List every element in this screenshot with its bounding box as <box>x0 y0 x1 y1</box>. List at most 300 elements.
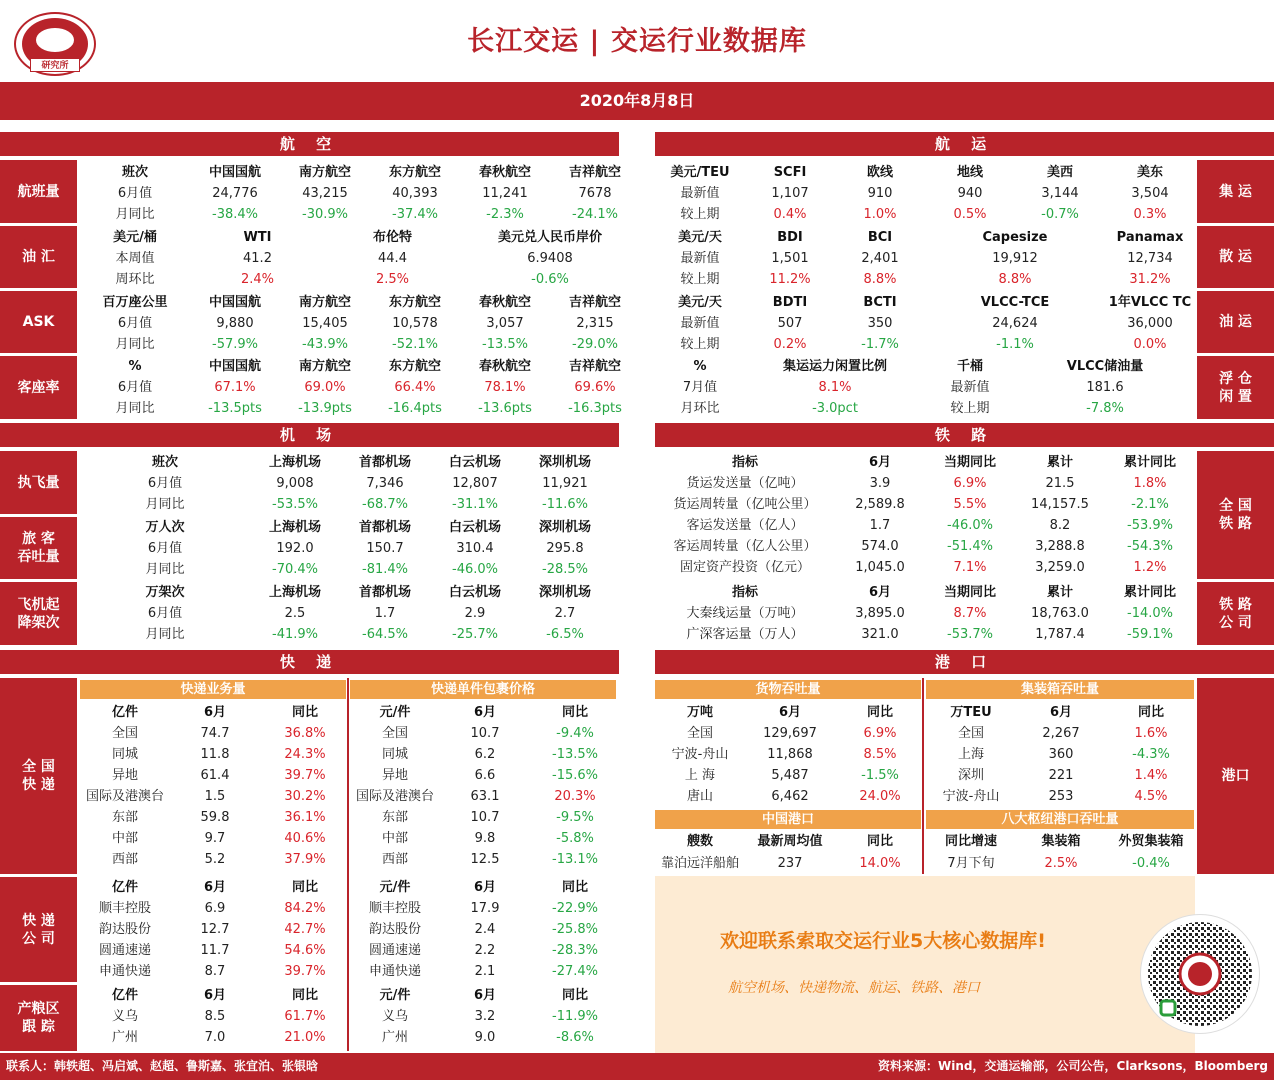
table-cell: 2.7 <box>554 606 576 621</box>
table-cell: 0.0% <box>1133 337 1167 352</box>
table-cell: 1.4% <box>1134 768 1168 783</box>
table-cell: 30.2% <box>284 789 326 804</box>
table-cell: 2.4% <box>240 272 275 287</box>
table-cell: 9,008 <box>276 476 314 491</box>
table-cell: 5.5% <box>953 497 987 512</box>
column-header: 班次 <box>151 455 178 470</box>
table-cell: 150.7 <box>366 541 404 556</box>
table-cell: 54.6% <box>284 943 326 958</box>
table-row <box>655 853 925 875</box>
row-label: 6月值 <box>117 380 153 395</box>
table-cell: 36,000 <box>1127 316 1173 331</box>
column-header: Capesize <box>982 230 1048 245</box>
table-cell: -1.7% <box>861 337 899 352</box>
table-row <box>655 204 1195 225</box>
table-cell: 253 <box>1048 789 1074 804</box>
row-label: 东部 <box>111 810 138 825</box>
row-label: 中部 <box>111 831 138 846</box>
column-header: 同比 <box>291 880 318 895</box>
table-cell: 910 <box>867 186 893 201</box>
table-row <box>80 494 610 515</box>
date-banner: 2020年8月8日 <box>0 82 1274 120</box>
column-header: 白云机场 <box>448 455 501 470</box>
subheader-cargo-throughput: 货物吞吐量 <box>655 680 921 699</box>
table-cell: 1.2% <box>1133 560 1167 575</box>
table-cell: 1,787.4 <box>1035 627 1085 642</box>
column-header: 万人次 <box>145 520 185 535</box>
section-rail: 铁 路 <box>655 423 1274 447</box>
table-cell: 12,734 <box>1127 251 1173 266</box>
table-cell: 3,259.0 <box>1035 560 1085 575</box>
table-cell: 41.2 <box>243 251 272 266</box>
table-cell: 6.9408 <box>527 251 573 266</box>
footer <box>0 1053 1274 1080</box>
table-row <box>655 334 1195 355</box>
table-cell: -46.0% <box>947 518 993 533</box>
table-header-row <box>655 227 1195 248</box>
table-row <box>350 940 620 961</box>
column-header: 美元/桶 <box>113 230 157 245</box>
promo-title: 欢迎联系索取交运行业5大核心数据库! <box>720 930 1046 952</box>
column-header: 6月 <box>473 880 497 895</box>
table-cell: 237 <box>777 856 803 871</box>
row-label: 义乌 <box>111 1009 138 1024</box>
table-row <box>350 765 620 786</box>
column-header: 6月 <box>203 988 227 1003</box>
row-label: 月同比 <box>115 207 155 222</box>
column-header: 布伦特 <box>372 230 412 245</box>
row-label: 6月值 <box>117 316 153 331</box>
table-cell: 1.0% <box>863 207 897 222</box>
row-label: 国际及港澳台 <box>85 789 164 804</box>
promo-panel <box>655 876 1195 1053</box>
table-cell: 69.6% <box>574 380 616 395</box>
column-header: 万架次 <box>145 585 185 600</box>
table-cell: 2.5% <box>375 272 410 287</box>
table-cell: -7.8% <box>1086 401 1124 416</box>
table-cell: -53.7% <box>947 627 993 642</box>
table-row <box>80 1027 350 1048</box>
row-label: 圆通速递 <box>98 943 151 958</box>
subheader-container-throughput: 集装箱吞吐量 <box>926 680 1194 699</box>
subheader-china-ports: 中国港口 <box>655 810 921 829</box>
table-row <box>655 515 1195 536</box>
column-header: 白云机场 <box>448 520 501 535</box>
table-row <box>350 849 620 870</box>
column-header: BCTI <box>863 295 897 310</box>
table-row <box>80 723 350 744</box>
table-cell: 14,157.5 <box>1031 497 1089 512</box>
table-row <box>655 744 925 765</box>
table-cell: 1.5 <box>204 789 226 804</box>
column-header: 深圳机场 <box>538 585 591 600</box>
table-row <box>655 723 925 744</box>
table-cell: 1.8% <box>1133 476 1167 491</box>
row-label: 广深客运量（万人） <box>686 627 804 642</box>
column-header: 春秋航空 <box>478 359 531 374</box>
row-label: 货运周转量（亿吨公里） <box>673 497 817 512</box>
table-cell: -0.4% <box>1132 856 1170 871</box>
table-row <box>80 624 610 645</box>
table-cell: 0.3% <box>1133 207 1167 222</box>
table-header-row <box>655 702 925 723</box>
table-row <box>926 786 1196 807</box>
table-cell: -0.6% <box>531 272 569 287</box>
row-label: 韵达股份 <box>368 922 421 937</box>
table-row <box>655 377 925 398</box>
table-row <box>655 536 1195 557</box>
row-label: 月环比 <box>680 401 720 416</box>
side-label-floating: 浮 仓 闲 置 <box>1197 356 1274 419</box>
column-header: 同比 <box>1137 705 1164 720</box>
row-label: 月同比 <box>145 497 185 512</box>
table-row <box>80 849 350 870</box>
table-row <box>80 898 350 919</box>
table-row <box>925 398 1195 419</box>
column-header: 中国国航 <box>208 165 261 180</box>
table-row <box>350 786 620 807</box>
table-cell: -13.5% <box>482 337 528 352</box>
table-cell: 7,346 <box>366 476 404 491</box>
table-cell: -29.0% <box>572 337 618 352</box>
table-cell: 8.2 <box>1049 518 1071 533</box>
table-row <box>926 744 1196 765</box>
table-cell: 8.5% <box>863 747 897 762</box>
column-header: 6月 <box>203 705 227 720</box>
table-cell: 8.5 <box>204 1009 226 1024</box>
column-header: 吉祥航空 <box>568 295 621 310</box>
table-row <box>655 557 1195 578</box>
table-header-row <box>80 582 610 603</box>
logo <box>14 12 96 76</box>
table-cell: 2.9 <box>464 606 486 621</box>
table-cell: 12.7 <box>200 922 230 937</box>
row-label: 6月值 <box>117 186 153 201</box>
table-row <box>80 603 610 624</box>
table-cell: 21.0% <box>284 1030 326 1045</box>
table-cell: 2.1 <box>474 964 496 979</box>
table-header-row <box>655 452 1195 473</box>
table-row <box>350 744 620 765</box>
row-label: 同城 <box>111 747 138 762</box>
row-label: 7月下旬 <box>947 856 995 871</box>
table-row <box>350 1006 620 1027</box>
column-header: VLCC储油量 <box>1066 359 1144 374</box>
row-label: 客运发送量（亿人） <box>686 518 804 533</box>
column-header: 白云机场 <box>448 585 501 600</box>
table-cell: 19,912 <box>992 251 1038 266</box>
column-header: % <box>128 359 142 374</box>
table-cell: 350 <box>867 316 893 331</box>
column-header: 当期同比 <box>943 455 996 470</box>
table-cell: -9.4% <box>556 726 594 741</box>
table-cell: -13.1% <box>552 852 598 867</box>
row-label: 广州 <box>381 1030 408 1045</box>
row-label: 较上期 <box>680 207 720 222</box>
table-cell: 2,401 <box>861 251 899 266</box>
column-header: 美元/天 <box>678 295 722 310</box>
table-cell: -38.4% <box>212 207 258 222</box>
table-cell: 43,215 <box>302 186 348 201</box>
column-header: 美元/天 <box>678 230 722 245</box>
table-row <box>80 183 640 204</box>
table-cell: 44.4 <box>378 251 407 266</box>
table-cell: 2.2 <box>474 943 496 958</box>
column-header: 百万座公里 <box>102 295 168 310</box>
side-label-container: 集 运 <box>1197 160 1274 223</box>
column-header: 上海机场 <box>268 455 321 470</box>
table-cell: -30.9% <box>302 207 348 222</box>
table-cell: -31.1% <box>452 497 498 512</box>
column-header: 南方航空 <box>298 165 351 180</box>
table-cell: 20.3% <box>554 789 596 804</box>
table-row <box>655 765 925 786</box>
side-label-tanker: 油 运 <box>1197 291 1274 353</box>
table-cell: 63.1 <box>470 789 500 804</box>
column-header: BDI <box>777 230 803 245</box>
table-cell: 24,776 <box>212 186 258 201</box>
table-row <box>350 723 620 744</box>
side-label-fuel: 油 汇 <box>0 226 77 288</box>
section-aviation: 航 空 <box>0 132 619 156</box>
section-airport: 机 场 <box>0 423 619 447</box>
row-label: 最新值 <box>680 186 720 201</box>
table-cell: 18,763.0 <box>1031 606 1089 621</box>
row-label: 上 海 <box>684 768 716 783</box>
table-cell: 67.1% <box>214 380 256 395</box>
row-label: 固定资产投资（亿元） <box>679 560 810 575</box>
row-label: 月同比 <box>145 562 185 577</box>
table-row <box>80 807 350 828</box>
table-cell: 69.0% <box>304 380 346 395</box>
table-row <box>350 807 620 828</box>
page-title: 长江交运 | 交运行业数据库 <box>467 26 807 57</box>
row-label: 货运发送量（亿吨） <box>686 476 804 491</box>
row-label: 月同比 <box>145 627 185 642</box>
row-label: 异地 <box>381 768 408 783</box>
row-label: 东部 <box>381 810 408 825</box>
table-header-row <box>655 356 925 377</box>
column-header: 亿件 <box>111 880 138 895</box>
row-label: 深圳 <box>957 768 984 783</box>
table-cell: 39.7% <box>284 768 326 783</box>
column-header: 同比 <box>866 705 893 720</box>
subheader-express-price: 快递单件包裹价格 <box>350 680 616 699</box>
subheader-express-volume: 快递业务量 <box>80 680 346 699</box>
table-cell: -2.3% <box>486 207 524 222</box>
table-cell: 8.8% <box>998 272 1032 287</box>
row-label: 7月值 <box>682 380 718 395</box>
table-cell: 1,501 <box>771 251 809 266</box>
table-cell: -5.8% <box>556 831 594 846</box>
table-cell: -2.1% <box>1131 497 1169 512</box>
table-cell: 6.2 <box>474 747 496 762</box>
row-label: 圆通速递 <box>368 943 421 958</box>
table-cell: 36.8% <box>284 726 326 741</box>
table-cell: 31.2% <box>1129 272 1171 287</box>
table-cell: 3.9 <box>869 476 891 491</box>
table-cell: -1.1% <box>996 337 1034 352</box>
row-label: 较上期 <box>680 337 720 352</box>
table-cell: -28.3% <box>552 943 598 958</box>
table-cell: -9.5% <box>556 810 594 825</box>
table-row <box>80 940 350 961</box>
section-express: 快 递 <box>0 650 619 674</box>
table-header-row <box>80 292 640 313</box>
table-cell: 10.7 <box>470 810 500 825</box>
column-header: 累计 <box>1046 585 1073 600</box>
table-cell: 181.6 <box>1086 380 1124 395</box>
table-cell: 129,697 <box>763 726 817 741</box>
table-cell: 3,144 <box>1041 186 1079 201</box>
side-label-aircraft-movements: 执飞量 <box>0 451 77 514</box>
table-cell: 7678 <box>578 186 612 201</box>
table-cell: 1.7 <box>869 518 891 533</box>
table-cell: -1.5% <box>861 768 899 783</box>
table-cell: 14.0% <box>859 856 901 871</box>
table-cell: -53.9% <box>1127 518 1173 533</box>
table-cell: -25.8% <box>552 922 598 937</box>
column-header: 6月 <box>473 988 497 1003</box>
side-label-load: 客座率 <box>0 356 77 419</box>
table-cell: 2,267 <box>1042 726 1080 741</box>
table-cell: 2.5% <box>1044 856 1078 871</box>
table-cell: 11,241 <box>482 186 528 201</box>
column-header: WTI <box>243 230 272 245</box>
table-cell: 5,487 <box>771 768 809 783</box>
side-label-bulk: 散 运 <box>1197 226 1274 288</box>
row-label: 本周值 <box>115 251 155 266</box>
table-row <box>655 398 925 419</box>
row-label: 中部 <box>381 831 408 846</box>
column-header: 中国国航 <box>208 295 261 310</box>
column-header: 东方航空 <box>388 165 441 180</box>
table-cell: 37.9% <box>284 852 326 867</box>
table-cell: 6.9 <box>204 901 226 916</box>
table-cell: 6,462 <box>771 789 809 804</box>
column-header: 6月 <box>473 705 497 720</box>
table-cell: 1,045.0 <box>855 560 905 575</box>
table-row <box>350 961 620 982</box>
qr-code[interactable] <box>1140 914 1260 1034</box>
table-header-row <box>80 985 350 1006</box>
column-header: 6月 <box>203 880 227 895</box>
table-header-row <box>80 517 610 538</box>
table-cell: 7.0 <box>204 1030 226 1045</box>
table-row <box>80 559 610 580</box>
table-cell: 3,288.8 <box>1035 539 1085 554</box>
table-header-row <box>655 582 1195 603</box>
row-label: 周环比 <box>115 272 155 287</box>
column-header: 春秋航空 <box>478 295 531 310</box>
table-cell: -59.1% <box>1127 627 1173 642</box>
table-cell: -57.9% <box>212 337 258 352</box>
table-cell: 36.1% <box>284 810 326 825</box>
column-header: 上海机场 <box>268 520 321 535</box>
table-cell: -25.7% <box>452 627 498 642</box>
column-header: 亿件 <box>111 705 138 720</box>
row-label: 上海 <box>957 747 984 762</box>
table-header-row <box>925 356 1195 377</box>
row-label: 顺丰控股 <box>368 901 421 916</box>
table-cell: -41.9% <box>272 627 318 642</box>
column-header: 上海机场 <box>268 585 321 600</box>
side-label-port: 港口 <box>1197 678 1274 874</box>
table-cell: -24.1% <box>572 207 618 222</box>
qr-code-icon <box>1141 915 1259 1033</box>
table-cell: 11.2% <box>769 272 811 287</box>
row-label: 义乌 <box>381 1009 408 1024</box>
table-cell: -13.5% <box>552 747 598 762</box>
row-label: 6月值 <box>147 541 183 556</box>
table-header-row <box>350 877 620 898</box>
table-cell: 5.2 <box>204 852 226 867</box>
table-cell: 40.6% <box>284 831 326 846</box>
row-label: 异地 <box>111 768 138 783</box>
row-label: 最新值 <box>680 316 720 331</box>
row-label: 较上期 <box>680 272 720 287</box>
column-header: 同比 <box>561 988 588 1003</box>
table-cell: 2.5 <box>284 606 306 621</box>
table-cell: -15.6% <box>552 768 598 783</box>
table-header-row <box>80 356 640 377</box>
table-cell: 24.0% <box>859 789 901 804</box>
row-label: 全国 <box>111 726 138 741</box>
table-cell: 61.4 <box>200 768 230 783</box>
table-header-row <box>350 985 620 1006</box>
table-cell: -70.4% <box>272 562 318 577</box>
table-row <box>80 538 610 559</box>
table-cell: -53.5% <box>272 497 318 512</box>
table-row <box>655 183 1195 204</box>
table-cell: 6.6 <box>474 768 496 783</box>
table-cell: -11.6% <box>542 497 588 512</box>
table-row <box>655 603 1195 624</box>
column-header: 美西 <box>1046 165 1073 180</box>
table-cell: 2,315 <box>576 316 614 331</box>
row-label: 较上期 <box>950 401 990 416</box>
table-header-row <box>655 831 925 853</box>
table-cell: -13.5pts <box>208 401 262 416</box>
column-header: 同比增速 <box>944 834 997 849</box>
table-cell: -68.7% <box>362 497 408 512</box>
row-label: 月同比 <box>115 337 155 352</box>
side-label-rail-company: 铁 路 公 司 <box>1197 582 1274 645</box>
table-row <box>80 744 350 765</box>
table-header-row <box>655 162 1195 183</box>
column-header: 同比 <box>291 988 318 1003</box>
table-cell: -43.9% <box>302 337 348 352</box>
column-header: 累计同比 <box>1123 455 1176 470</box>
table-cell: 3.2 <box>474 1009 496 1024</box>
logo-text: 研究所 <box>30 58 80 72</box>
subheader-hub-ports: 八大枢纽港口吞吐量 <box>926 810 1194 829</box>
table-row <box>655 248 1195 269</box>
table-header-row <box>80 452 610 473</box>
table-cell: 11,921 <box>542 476 588 491</box>
row-label: 客运周转量（亿人公里） <box>673 539 817 554</box>
table-cell: 12.5 <box>470 852 500 867</box>
table-cell: 74.7 <box>200 726 230 741</box>
table-cell: 8.1% <box>818 380 852 395</box>
row-label: 顺丰控股 <box>98 901 151 916</box>
column-header: VLCC-TCE <box>980 295 1050 310</box>
table-cell: 2.4 <box>474 922 496 937</box>
table-row <box>80 269 640 290</box>
table-cell: 192.0 <box>276 541 314 556</box>
table-cell: -51.4% <box>947 539 993 554</box>
column-header: 最新周均值 <box>757 834 823 849</box>
